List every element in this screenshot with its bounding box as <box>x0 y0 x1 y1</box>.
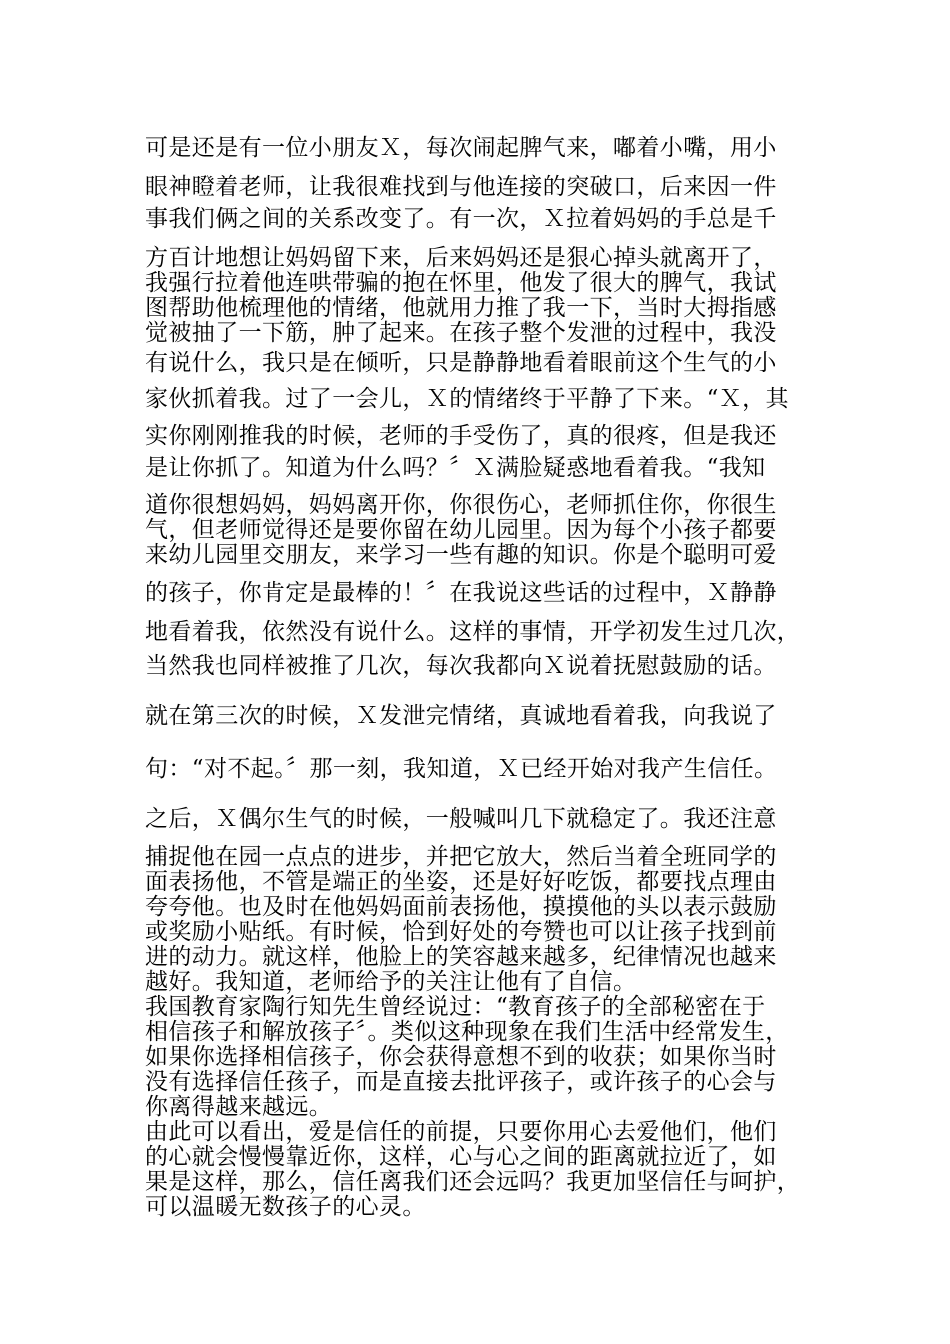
text-line: 如果你选择相信孩子，你会获得意想不到的收获；如果你当时 <box>145 1044 777 1070</box>
text-line: 家伙抓着我。过了一会儿，Ｘ的情绪终于平静了下来。“Ｘ，其 <box>145 386 789 412</box>
text-line: 地看着我，依然没有说什么。这样的事情，开学初发生过几次， <box>145 619 801 645</box>
text-line: 面表扬他，不管是端正的坐姿，还是好好吃饭，都要找点理由 <box>145 869 777 895</box>
text-line: 觉被抽了一下筋，肿了起来。在孩子整个发泄的过程中，我没 <box>145 320 777 346</box>
text-line: 当然我也同样被推了几次，每次我都向Ｘ说着抚慰鼓励的话。 <box>145 653 777 679</box>
text-line: 或奖励小贴纸。有时候，恰到好处的夸赞也可以让孩子找到前 <box>145 919 777 945</box>
text-line: 相信孩子和解放孩子〞。类似这种现象在我们生活中经常发生， <box>145 1019 789 1045</box>
text-line: 眼神瞪着老师，让我很难找到与他连接的突破口，后来因一件 <box>145 174 777 200</box>
text-line: 由此可以看出，爱是信任的前提，只要你用心去爱他们，他们 <box>145 1119 777 1145</box>
text-line: 你离得越来越远。 <box>145 1094 333 1120</box>
text-line: 我国教育家陶行知先生曾经说过：“教育孩子的全部秘密在于 <box>145 994 766 1020</box>
text-line: 我强行拉着他连哄带骗的抱在怀里，他发了很大的脾气，我试 <box>145 270 777 296</box>
text-line: 是让你抓了。知道为什么吗？〞Ｘ满脸疑惑地看着我。“我知 <box>145 455 766 481</box>
text-line: 的孩子，你肯定是最棒的！〞在我说这些话的过程中，Ｘ静静 <box>145 580 777 606</box>
text-line: 夸夸他。也及时在他妈妈面前表扬他，摸摸他的头以表示鼓励 <box>145 894 777 920</box>
text-line: 没有选择信任孩子，而是直接去批评孩子，或许孩子的心会与 <box>145 1069 777 1095</box>
text-line: 可以温暖无数孩子的心灵。 <box>145 1194 426 1220</box>
text-line: 越好。我知道，老师给予的关注让他有了自信。 <box>145 969 637 995</box>
text-line: 之后，Ｘ偶尔生气的时候，一般喊叫几下就稳定了。我还注意 <box>145 806 777 832</box>
text-line: 捕捉他在园一点点的进步，并把它放大，然后当着全班同学的 <box>145 844 777 870</box>
text-line: 就在第三次的时候，Ｘ发泄完情绪，真诚地看着我，向我说了 <box>145 703 777 729</box>
text-line: 图帮助他梳理他的情绪，他就用力推了我一下，当时大拇指感 <box>145 295 777 321</box>
text-line: 实你刚刚推我的时候，老师的手受伤了，真的很疼，但是我还 <box>145 423 777 449</box>
text-line: 可是还是有一位小朋友Ｘ，每次闹起脾气来，嘟着小嘴，用小 <box>145 135 777 161</box>
text-line: 方百计地想让妈妈留下来，后来妈妈还是狠心掉头就离开了， <box>145 245 777 271</box>
text-line: 果是这样，那么，信任离我们还会远吗？我更加坚信任与呵护， <box>145 1169 801 1195</box>
text-line: 来幼儿园里交朋友，来学习一些有趣的知识。你是个聪明可爱 <box>145 542 777 568</box>
text-line: 有说什么，我只是在倾听，只是静静地看着眼前这个生气的小 <box>145 350 777 376</box>
text-line: 进的动力。就这样，他脸上的笑容越来越多，纪律情况也越来 <box>145 944 777 970</box>
text-line: 道你很想妈妈，妈妈离开你，你很伤心，老师抓住你，你很生 <box>145 492 777 518</box>
text-line: 句：“对不起。〞那一刻，我知道，Ｘ已经开始对我产生信任。 <box>145 756 778 782</box>
text-line: 事我们俩之间的关系改变了。有一次，Ｘ拉着妈妈的手总是千 <box>145 206 777 232</box>
text-line: 的心就会慢慢靠近你，这样，心与心之间的距离就拉近了，如 <box>145 1144 777 1170</box>
text-line: 气，但老师觉得还是要你留在幼儿园里。因为每个小孩子都要 <box>145 517 777 543</box>
